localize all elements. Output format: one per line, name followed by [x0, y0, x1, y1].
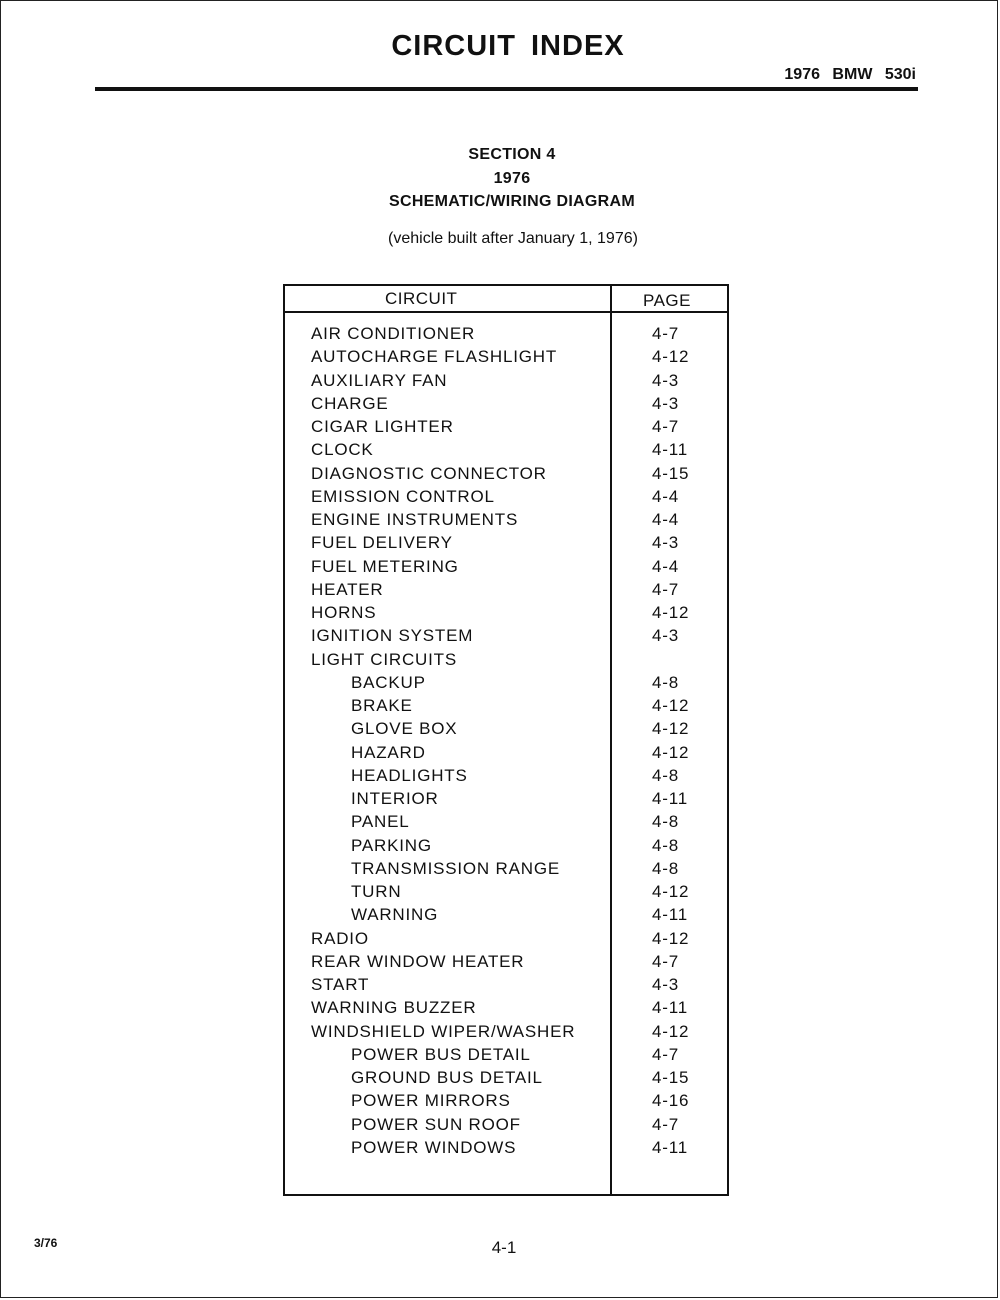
circuit-name: REAR WINDOW HEATER	[311, 951, 525, 971]
circuit-name: CIGAR LIGHTER	[311, 417, 454, 436]
circuit-page: 4-12	[652, 928, 690, 948]
circuit-name: AUXILIARY FAN	[311, 370, 448, 390]
circuit-name: PARKING	[351, 835, 432, 855]
circuit-name: EMISSION CONTROL	[311, 486, 495, 506]
circuit-page: 4-7	[652, 417, 679, 436]
circuit-page: 4-3	[652, 393, 679, 413]
circuit-page: 4-7	[652, 1044, 679, 1064]
circuit-page: 4-8	[652, 672, 679, 692]
circuit-page: 4-12	[652, 742, 690, 762]
circuit-index-table	[283, 284, 729, 1196]
circuit-name: TRANSMISSION RANGE	[351, 858, 560, 878]
circuit-name: POWER SUN ROOF	[351, 1114, 521, 1134]
header-rule	[95, 87, 918, 91]
circuit-page: 4-11	[652, 1137, 688, 1157]
circuit-page: 4-7	[652, 579, 679, 599]
circuit-name: HAZARD	[351, 742, 426, 762]
circuit-page: 4-12	[652, 696, 690, 715]
section-subtitle: SCHEMATIC/WIRING DIAGRAM	[389, 193, 635, 210]
column-header-circuit: CIRCUIT	[385, 289, 458, 308]
circuit-name: GROUND BUS DETAIL	[351, 1068, 543, 1087]
circuit-page: 4-4	[652, 510, 679, 529]
vehicle-build-note: (vehicle built after January 1, 1976)	[388, 230, 638, 247]
circuit-name: TURN	[351, 882, 402, 901]
circuit-page: 4-11	[652, 789, 688, 808]
circuit-name: FUEL DELIVERY	[311, 533, 453, 553]
circuit-page: 4-8	[652, 765, 679, 785]
circuit-name: DIAGNOSTIC CONNECTOR	[311, 463, 547, 483]
circuit-page: 4-4	[652, 486, 679, 506]
revision-date: 3/76	[34, 1236, 58, 1250]
circuit-page: 4-7	[652, 324, 679, 343]
circuit-name: START	[311, 975, 370, 994]
circuit-page: 4-12	[652, 347, 690, 367]
circuit-page: 4-3	[652, 626, 679, 646]
circuit-page: 4-8	[652, 812, 679, 832]
page-title: CIRCUIT INDEX	[391, 30, 625, 62]
circuit-name: HEADLIGHTS	[351, 765, 468, 785]
vehicle-model-label: 1976 BMW 530i	[784, 66, 916, 83]
circuit-page: 4-7	[652, 1114, 679, 1134]
page-number: 4-1	[491, 1238, 517, 1257]
circuit-page: 4-12	[652, 719, 690, 739]
circuit-name: AUTOCHARGE FLASHLIGHT	[311, 347, 558, 367]
circuit-page: 4-16	[652, 1091, 690, 1111]
circuit-page: 4-11	[652, 998, 688, 1018]
circuit-page: 4-3	[652, 975, 679, 994]
circuit-page: 4-12	[652, 603, 690, 622]
circuit-name: HEATER	[311, 579, 384, 599]
circuit-name: BACKUP	[351, 672, 426, 692]
circuit-name: WINDSHIELD WIPER/WASHER	[311, 1021, 576, 1041]
column-header-page: PAGE	[643, 291, 691, 310]
circuit-name: WARNING BUZZER	[311, 998, 477, 1018]
circuit-name: CLOCK	[311, 440, 374, 460]
circuit-name: INTERIOR	[351, 789, 439, 808]
circuit-name: POWER BUS DETAIL	[351, 1044, 531, 1064]
table-header-rule	[285, 311, 727, 313]
circuit-page: 4-3	[652, 370, 679, 390]
circuit-name: AIR CONDITIONER	[311, 324, 476, 343]
circuit-page: 4-7	[652, 951, 679, 971]
circuit-page: 4-11	[652, 905, 688, 925]
circuit-page: 4-3	[652, 533, 679, 553]
circuit-name: GLOVE BOX	[351, 719, 458, 739]
circuit-name: ENGINE INSTRUMENTS	[311, 510, 519, 529]
circuit-page: 4-4	[652, 556, 679, 576]
circuit-name: LIGHT CIRCUITS	[311, 649, 457, 669]
circuit-name: RADIO	[311, 928, 369, 948]
circuit-name: CHARGE	[311, 393, 389, 413]
circuit-page: 4-8	[652, 858, 679, 878]
circuit-name: IGNITION SYSTEM	[311, 626, 474, 646]
circuit-page: 4-15	[652, 1068, 690, 1087]
circuit-page: 4-15	[652, 463, 690, 483]
circuit-name: POWER MIRRORS	[351, 1091, 511, 1111]
column-divider	[610, 286, 612, 1194]
circuit-name: PANEL	[351, 812, 410, 832]
circuit-page: 4-12	[652, 1021, 690, 1041]
circuit-name: WARNING	[351, 905, 439, 925]
circuit-name: HORNS	[311, 603, 377, 622]
circuit-name: FUEL METERING	[311, 556, 459, 576]
circuit-name: POWER WINDOWS	[351, 1137, 517, 1157]
circuit-page: 4-11	[652, 440, 688, 460]
circuit-name: BRAKE	[351, 696, 413, 715]
circuit-page: 4-8	[652, 835, 679, 855]
circuit-page: 4-12	[652, 882, 690, 901]
section-year: 1976	[493, 170, 531, 187]
section-number: SECTION 4	[468, 146, 556, 163]
